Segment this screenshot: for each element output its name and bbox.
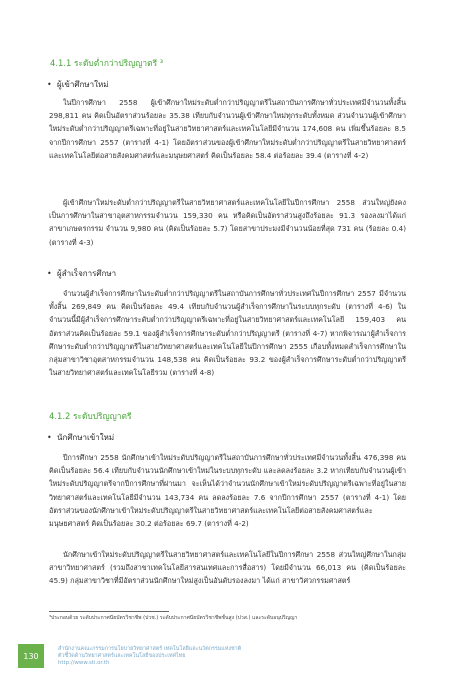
footer-line-1: สำนักงานคณะกรรมการนโยบายวิทยาศาสตร์ เทคโนโลยีและนวัตกรรมแห่งชาติ: [58, 646, 242, 652]
paragraph-1: ในปีการศึกษา 2558 ผู้เข้าศึกษาใหม่ระดับต่ำกว่าปริญญาตรีในสถาบันการศึกษาทั่วประเทศมีจำนวนทั้งสิ้น 298,811 คน คิดเป็นอัตราส่วนร้อยละ 35.38 เทียบกับจำนวนผู้เข้าศึกษาใหม่ทุกระดับทั้งหมด ส่วนจำนวนผู้เข้าศึกษาใหม่ระดับต่ำกว่าปริญญาตรีเฉพาะที่อยู่ในสายวิทยาศาสตร์และเทคโนโลยีมีจำนวน 174,608 คน เพิ่มขึ้นร้อยละ 8.5 จากปีการศึกษา 2557 (ตารางที่ 4-1) โดยอัตราส่วนของผู้เข้าศึกษาใหม่ระดับต่ำกว่าปริญญาตรีในสายวิทยาศาสตร์และเทคโนโลยีต่อสายสังคมศาสตร์และมนุษยศาสตร์ คิดเป็นร้อยละ 58.4 ต่อร้อยละ 39.4 (ตารางที่ 4-2): [49, 98, 406, 160]
bullet-graduates: • ผู้สำเร็จการศึกษา: [47, 269, 117, 278]
paragraph-4: ปีการศึกษา 2558 นักศึกษาเข้าใหม่ระดับปริญญาตรีในสถาบันการศึกษาทั่วประเทศมีจำนวนทั้งสิ้น 476,398 คน คิดเป็นร้อยละ 56.4 เทียบกับจำนวนนักศึกษาเข้าใหม่ในระบบทุกระดับ และลดลงร้อยละ 3.2 หากเทียบกับจำนวนผู้เข้าใหม่ระดับปริญญาตรีจากปีการศึกษาที่ผ่านมา จะเห็นได้ว่าจำนวนนักศึกษาเข้าใหม่ระดับปริญญาตรีเฉพาะที่อยู่ในสายวิทยาศาสตร์และเทคโนโลยีมีจำนวน 143,734 คน ลดลงร้อยละ 7.6 จากปีการศึกษา 2557 (ตารางที่ 4-1) โดยอัตราส่วนของนักศึกษาเข้าใหม่ระดับปริญญาตรีในสายวิทยาศาสตร์และเทคโนโลยีต่อสายสังคมศาสตร์และมนุษยศาสตร์ คิดเป็นร้อยละ 30.2 ต่อร้อยละ 69.7 (ตารางที่ 4-2): [49, 453, 406, 529]
footer-publisher: [58, 646, 358, 667]
paragraph-5: นักศึกษาเข้าใหม่ระดับปริญญาตรีในสายวิทยาศาสตร์และเทคโนโลยีในปีการศึกษา 2558 ส่วนใหญ่ศึกษาในกลุ่มสาขาวิทยาศาสตร์ (รวมถึงสาขาเทคโนโลยีสารสนเทศและการสื่อสาร) โดยมีจำนวน 66,013 คน (คิดเป็นร้อยละ 45.9) กลุ่มสาขาวิชาที่มีอัตราส่วนนักศึกษาใหม่สูงเป็นอันดับรองลงมา ได้แก่ สาขาวิศวกรรมศาสตร์: [49, 550, 406, 586]
footer-line-2: ตัวชี้วัดด้านวิทยาศาสตร์และเทคโนโลยีของประเทศไทย: [58, 653, 186, 659]
bullet-new-students-2: • นักศึกษาเข้าใหม่: [47, 433, 115, 442]
bullet-new-students: • ผู้เข้าศึกษาใหม่: [47, 80, 109, 89]
page-number: 130: [18, 644, 44, 668]
footer-url: http://www.sti.or.th: [58, 660, 110, 666]
bullet-icon: •: [47, 269, 52, 278]
bullet-icon: •: [47, 433, 52, 442]
bullet-icon: •: [47, 80, 52, 89]
section-heading-4-1-1: 4.1.1 ระดับต่ำกว่าปริญญาตรี ³: [50, 58, 164, 68]
paragraph-3: จำนวนผู้สำเร็จการศึกษาในระดับต่ำกว่าปริญญาตรีในสถาบันการศึกษาทั่วประเทศในปีการศึกษา 2557 มีจำนวนทั้งสิ้น 269,849 คน คิดเป็นร้อยละ 49.4 เทียบกับจำนวนผู้สำเร็จการศึกษาในระบบทุกระดับ (ตารางที่ 4-6) ในจำนวนนี้มีผู้สำเร็จการศึกษาระดับต่ำกว่าปริญญาตรีเฉพาะที่อยู่ในสายวิทยาศาสตร์และเทคโนโลยี 159,403 คน อัตราส่วนคิดเป็นร้อยละ 59.1 ของผู้สำเร็จการศึกษาระดับต่ำกว่าปริญญาตรี (ตารางที่ 4-7) หากพิจารณาผู้สำเร็จการศึกษาระดับต่ำกว่าปริญญาตรีในสายวิทยาศาสตร์และเทคโนโลยีในปีการศึกษา 2555 เกือบทั้งหมดสำเร็จการศึกษาในกลุ่มสาขาวิชาอุตสาหกรรมจำนวน 148,538 คน คิดเป็นร้อยละ 93.2 ของผู้สำเร็จการศึกษาระดับต่ำกว่าปริญญาตรีในสายวิทยาศาสตร์และเทคโนโลยีรวม (ตารางที่ 4-8): [49, 289, 406, 378]
paragraph-2: ผู้เข้าศึกษาใหม่ระดับต่ำกว่าปริญญาตรีในสายวิทยาศาสตร์และเทคโนโลยีในปีการศึกษา 2558 ส่วนใหญ่ยังคงเป็นการศึกษาในสาขาอุตสาหกรรมจำนวน 159,330 คน หรือคิดเป็นอัตราส่วนสูงถึงร้อยละ 91.3 รองลงมาได้แก่ สาขาเกษตรกรรม จำนวน 9,980 คน (คิดเป็นร้อยละ 5.7) โดยสาขาประมงมีจำนวนน้อยที่สุด 731 คน (ร้อยละ 0.4) (ตารางที่ 4-3): [49, 198, 406, 247]
footnote-divider: [49, 611, 169, 612]
footnote: ³ประกอบด้วย ระดับประกาศนียบัตรวิชาชีพ (ปวช.) ระดับประกาศนียบัตรวิชาชีพชั้นสูง (ปวส.) และระดับอนุปริญญา: [49, 615, 298, 621]
section-heading-4-1-2: 4.1.2 ระดับปริญญาตรี: [49, 411, 132, 421]
